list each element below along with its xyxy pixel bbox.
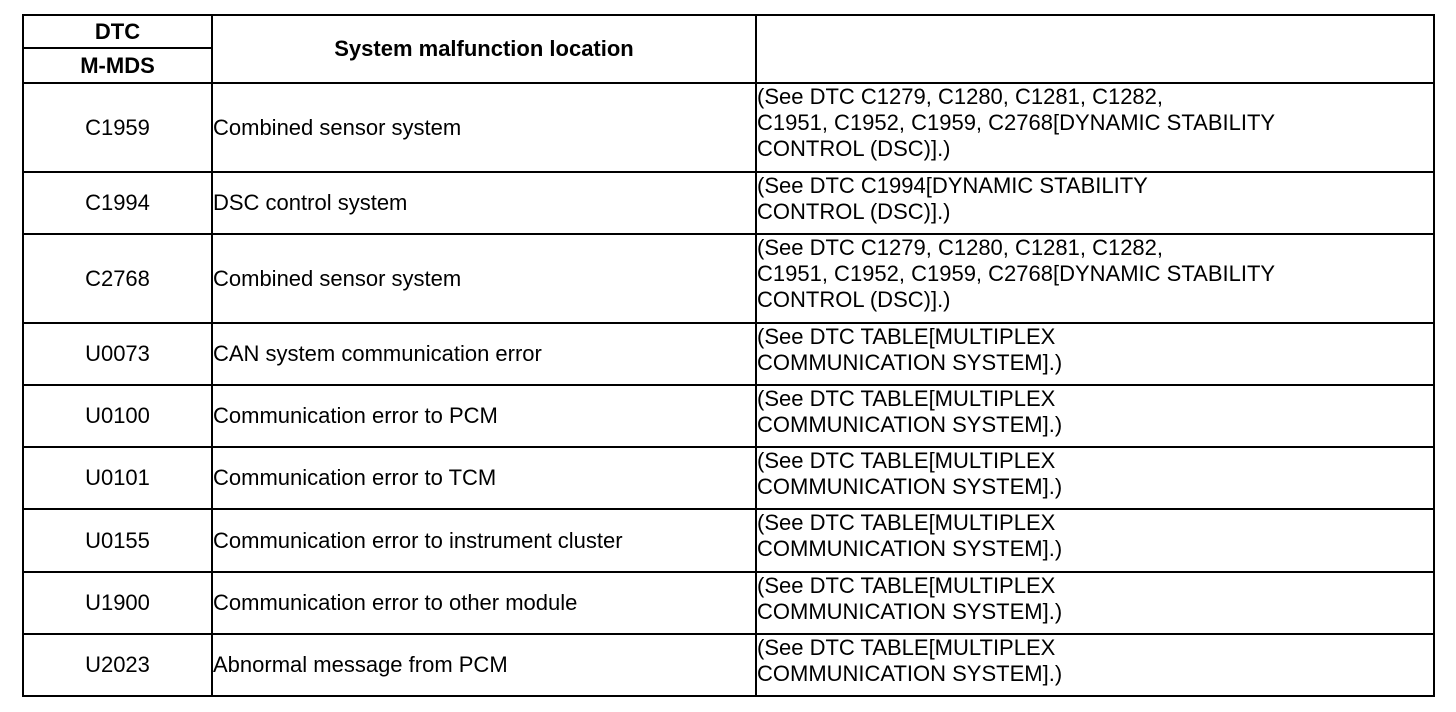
table-row xyxy=(23,172,1434,234)
header-m-mds: M-MDS xyxy=(23,48,212,83)
reference-cell: (See DTC C1279, C1280, C1281, C1282, C1951, C1952, C1959, C2768[DYNAMIC STABILITY CONTROL (DSC)].) xyxy=(756,234,1434,323)
table-row xyxy=(23,509,1434,572)
table-row xyxy=(23,323,1434,385)
dtc-code-cell: U0155 xyxy=(23,509,212,572)
dtc-code-cell: U0100 xyxy=(23,385,212,447)
table-row xyxy=(23,572,1434,634)
reference-cell: (See DTC C1994[DYNAMIC STABILITY CONTROL (DSC)].) xyxy=(756,172,1434,234)
table-row xyxy=(23,385,1434,447)
table-row xyxy=(23,234,1434,323)
dtc-table xyxy=(22,14,1435,697)
dtc-code-cell: C1994 xyxy=(23,172,212,234)
header-reference xyxy=(756,15,1434,83)
table-row xyxy=(23,634,1434,696)
table-header xyxy=(23,15,1434,83)
reference-cell: (See DTC TABLE[MULTIPLEX COMMUNICATION SYSTEM].) xyxy=(756,323,1434,385)
malfunction-location-cell: Abnormal message from PCM xyxy=(212,634,756,696)
reference-cell: (See DTC TABLE[MULTIPLEX COMMUNICATION SYSTEM].) xyxy=(756,572,1434,634)
dtc-code-cell: U0101 xyxy=(23,447,212,509)
dtc-code-cell: C1959 xyxy=(23,83,212,172)
header-system-malfunction-location: System malfunction location xyxy=(212,15,756,83)
dtc-code-cell: C2768 xyxy=(23,234,212,323)
malfunction-location-cell: Communication error to TCM xyxy=(212,447,756,509)
table-row xyxy=(23,447,1434,509)
header-dtc: DTC xyxy=(23,15,212,48)
dtc-code-cell: U2023 xyxy=(23,634,212,696)
reference-cell: (See DTC TABLE[MULTIPLEX COMMUNICATION SYSTEM].) xyxy=(756,634,1434,696)
malfunction-location-cell: Combined sensor system xyxy=(212,83,756,172)
malfunction-location-cell: Communication error to other module xyxy=(212,572,756,634)
malfunction-location-cell: DSC control system xyxy=(212,172,756,234)
dtc-code-cell: U0073 xyxy=(23,323,212,385)
reference-cell: (See DTC C1279, C1280, C1281, C1282, C1951, C1952, C1959, C2768[DYNAMIC STABILITY CONTROL (DSC)].) xyxy=(756,83,1434,172)
malfunction-location-cell: Combined sensor system xyxy=(212,234,756,323)
reference-cell: (See DTC TABLE[MULTIPLEX COMMUNICATION SYSTEM].) xyxy=(756,509,1434,572)
reference-cell: (See DTC TABLE[MULTIPLEX COMMUNICATION SYSTEM].) xyxy=(756,447,1434,509)
dtc-code-cell: U1900 xyxy=(23,572,212,634)
table-body xyxy=(23,83,1434,696)
table-row xyxy=(23,83,1434,172)
reference-cell: (See DTC TABLE[MULTIPLEX COMMUNICATION SYSTEM].) xyxy=(756,385,1434,447)
malfunction-location-cell: Communication error to PCM xyxy=(212,385,756,447)
malfunction-location-cell: Communication error to instrument cluster xyxy=(212,509,756,572)
malfunction-location-cell: CAN system communication error xyxy=(212,323,756,385)
